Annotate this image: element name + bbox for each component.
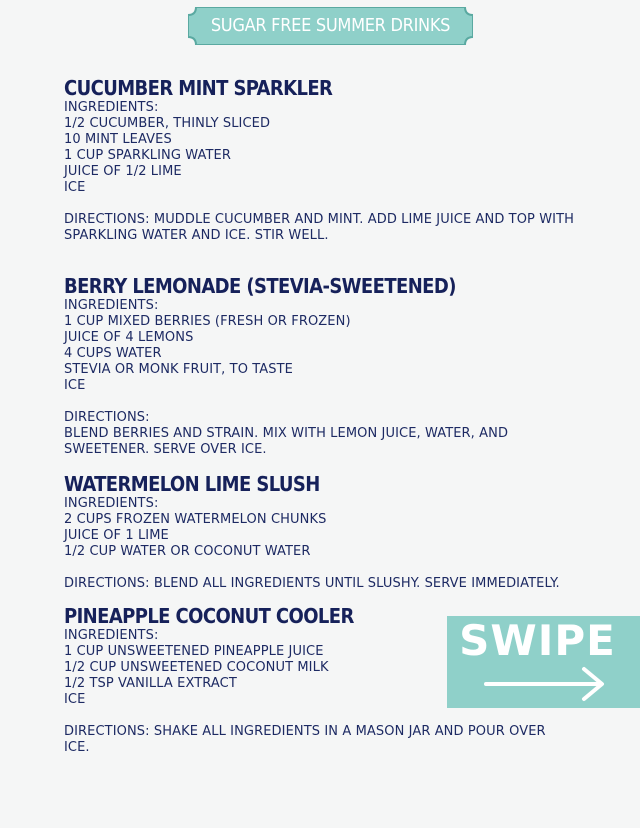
recipe-cucumber-mint-sparkler: [64, 76, 584, 244]
directions-text: BLEND BERRIES AND STRAIN. MIX WITH LEMON JUICE, WATER, AND SWEETENER. SERVE OVER ICE.: [64, 426, 509, 457]
ingredient-item: 1 CUP MIXED BERRIES (FRESH OR FROZEN): [64, 314, 351, 329]
ingredient-item: JUICE OF 1 LIME: [64, 528, 169, 543]
ingredient-item: ICE: [64, 692, 86, 707]
ingredient-item: 4 CUPS WATER: [64, 346, 162, 361]
swipe-button[interactable]: [447, 616, 640, 708]
ingredients-label: INGREDIENTS:: [64, 100, 159, 115]
directions-label: DIRECTIONS:: [64, 212, 150, 227]
ingredient-item: 10 MINT LEAVES: [64, 132, 172, 147]
ingredients-label: INGREDIENTS:: [64, 496, 159, 511]
ingredient-item: 2 CUPS FROZEN WATERMELON CHUNKS: [64, 512, 327, 527]
ingredients-label: INGREDIENTS:: [64, 628, 159, 643]
recipe-title: BERRY LEMONADE (STEVIA-SWEETENED): [64, 274, 456, 298]
recipe-title: PINEAPPLE COCONUT COOLER: [64, 604, 354, 628]
swipe-label: SWIPE: [459, 616, 616, 665]
directions: [64, 212, 584, 244]
ingredient-item: STEVIA OR MONK FRUIT, TO TASTE: [64, 362, 293, 377]
recipe-berry-lemonade: [64, 274, 584, 458]
ingredient-item: 1/2 CUP WATER OR COCONUT WATER: [64, 544, 311, 559]
directions-label: DIRECTIONS:: [64, 724, 150, 739]
directions: [64, 724, 564, 756]
recipe-title: WATERMELON LIME SLUSH: [64, 472, 320, 496]
ingredient-item: 1 CUP SPARKLING WATER: [64, 148, 231, 163]
header-banner: [188, 7, 473, 45]
ingredient-item: 1/2 CUP UNSWEETENED COCONUT MILK: [64, 660, 329, 675]
recipe-title: CUCUMBER MINT SPARKLER: [64, 76, 333, 100]
arrow-right-icon: [484, 666, 606, 702]
ingredient-item: 1 CUP UNSWEETENED PINEAPPLE JUICE: [64, 644, 324, 659]
directions-label: DIRECTIONS:: [64, 576, 150, 591]
recipe-watermelon-lime-slush: [64, 472, 584, 592]
ingredient-item: ICE: [64, 180, 86, 195]
directions: [64, 576, 584, 592]
ingredient-item: 1/2 CUCUMBER, THINLY SLICED: [64, 116, 271, 131]
ingredient-item: 1/2 TSP VANILLA EXTRACT: [64, 676, 237, 691]
directions-text: SHAKE ALL INGREDIENTS IN A MASON JAR AND POUR OVER ICE.: [64, 724, 546, 755]
directions-text: MUDDLE CUCUMBER AND MINT. ADD LIME JUICE AND TOP WITH SPARKLING WATER AND ICE. STIR WELL.: [64, 212, 575, 243]
directions-text: BLEND ALL INGREDIENTS UNTIL SLUSHY. SERVE IMMEDIATELY.: [153, 576, 560, 591]
ingredient-item: JUICE OF 1/2 LIME: [64, 164, 182, 179]
ingredient-item: JUICE OF 4 LEMONS: [64, 330, 194, 345]
ingredient-item: ICE: [64, 378, 86, 393]
ingredients-label: INGREDIENTS:: [64, 298, 159, 313]
directions-label: DIRECTIONS:: [64, 410, 150, 425]
page-title: SUGAR FREE SUMMER DRINKS: [210, 15, 451, 36]
